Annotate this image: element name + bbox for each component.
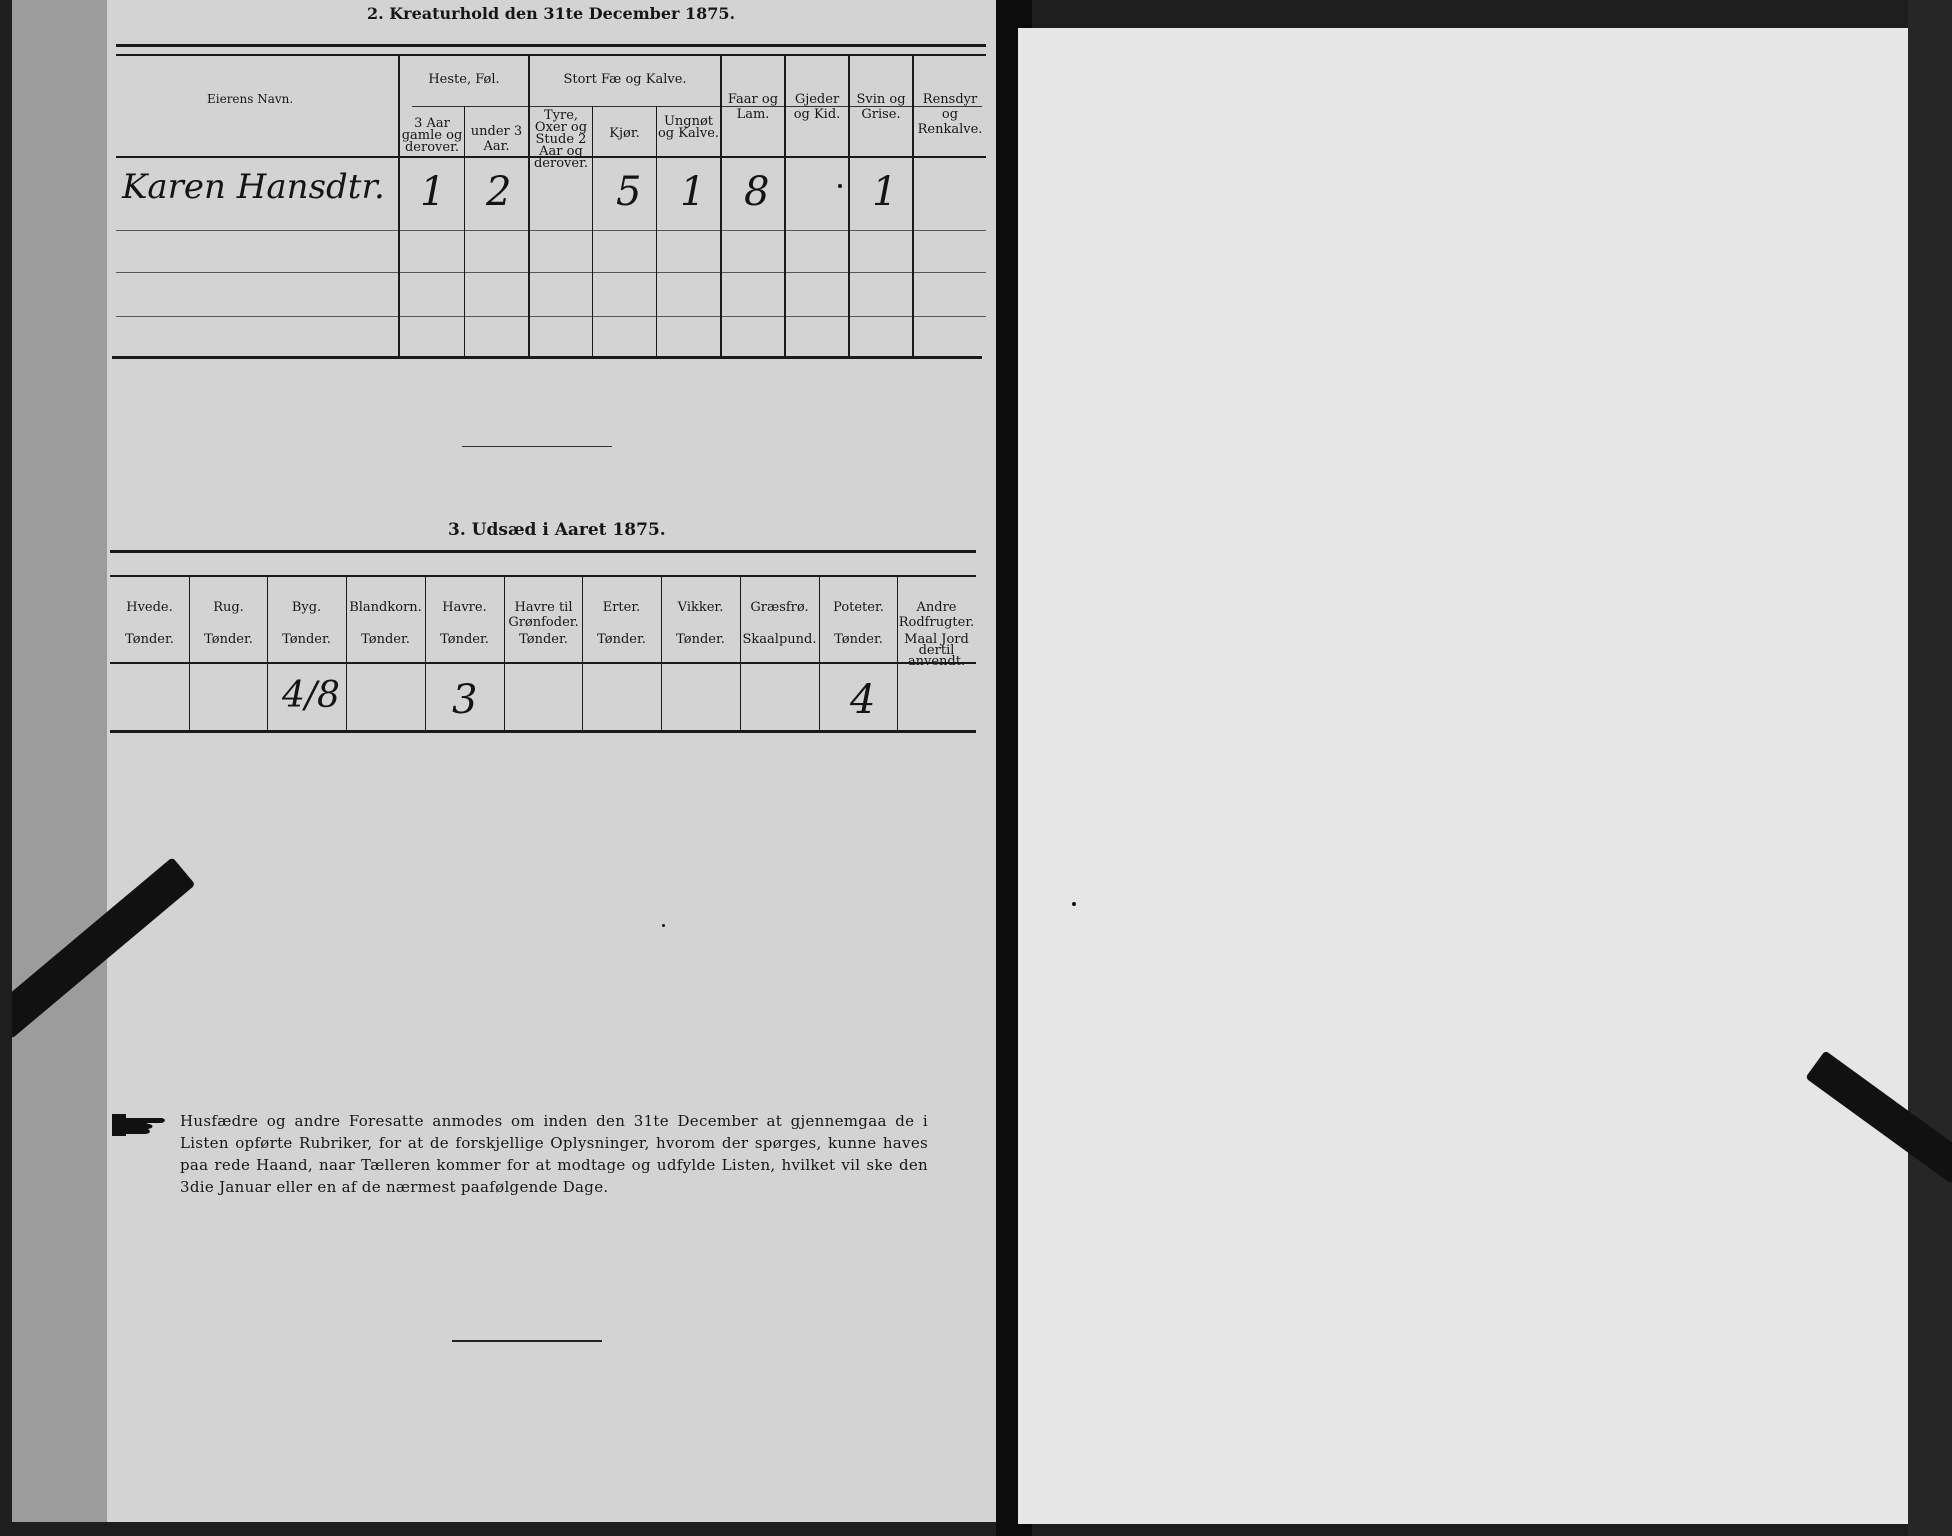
section3-title: 3. Udsæd i Aaret 1875. — [448, 520, 666, 540]
col-rule — [582, 575, 583, 732]
ink-dot — [838, 184, 842, 188]
left-page — [12, 0, 996, 1522]
sheep-header: Faar og Lam. — [727, 92, 779, 122]
havre-value: 3 — [452, 677, 478, 723]
col-rule — [740, 575, 741, 732]
udsaed-column-unit: Maal Jord dertil anvendt. — [904, 632, 969, 669]
pointing-hand-icon — [112, 1112, 170, 1138]
horses-header: Heste, Føl. — [428, 72, 500, 87]
udsaed-column-unit: Tønder. — [440, 632, 489, 647]
col-rule — [425, 575, 426, 732]
col-rule — [189, 575, 190, 732]
reindeer-header: Rensdyr og Renkalve. — [917, 92, 983, 137]
udsaed-column-unit: Tønder. — [519, 632, 568, 647]
udsaed-column-unit: Tønder. — [204, 632, 253, 647]
sheep-value: 8 — [744, 169, 770, 215]
udsaed-column-name: Byg. — [291, 600, 322, 615]
udsaed-column-name: Havre. — [442, 600, 487, 615]
col-rule — [267, 575, 268, 732]
udsaed-column-name: Hvede. — [126, 600, 173, 615]
rule — [110, 575, 976, 577]
udsaed-column-unit: Tønder. — [676, 632, 725, 647]
col-rule — [504, 575, 505, 732]
udsaed-column-name: Rug. — [213, 600, 244, 615]
col-rule — [346, 575, 347, 732]
cattle-header: Stort Fæ og Kalve. — [563, 72, 687, 87]
notice-text: Husfædre og andre Foresatte anmodes om inden den 31te December at gjennemgaa de i Listen opførte Rubriker, for at de forskjellige Oplysninger, hvorom der spørges, kunne haves paa rede Haand, naar Tælleren kommer for at modtage og udfylde Listen, hvilket vil ske den 3die Januar eller en af de nærmest paafølgende Dage. — [180, 1112, 928, 1196]
divider — [462, 446, 612, 447]
cattle-a-header: Tyre, Oxer og Stude 2 Aar og derover. — [533, 108, 588, 171]
byg-value: 4/8 — [282, 675, 340, 716]
horses-b-value: 2 — [486, 169, 512, 215]
section2-title: 2. Kreaturhold den 31te December 1875. — [367, 4, 736, 23]
col-rule — [592, 106, 593, 358]
horses-a-value: 1 — [420, 169, 446, 215]
col-rule — [656, 106, 657, 358]
ink-dot — [662, 924, 665, 927]
cattle-b-header: Kjør. — [609, 126, 640, 141]
udsaed-column-unit: Tønder. — [282, 632, 331, 647]
divider — [452, 1340, 602, 1342]
horses-a-header: 3 Aar gamle og derover. — [401, 116, 463, 155]
udsaed-column-unit: Tønder. — [125, 632, 174, 647]
ink-dot — [1072, 902, 1076, 906]
right-margin — [1908, 0, 1952, 1536]
udsaed-column-name: Havre til Grønfoder. — [508, 600, 579, 630]
cattle-c-header: Ungnøt og Kalve. — [657, 114, 720, 141]
udsaed-column-name: Vikker. — [677, 600, 724, 615]
pigs-header: Svin og Grise. — [856, 92, 906, 122]
bleed-through-margin — [12, 0, 107, 1522]
col-rule — [819, 575, 820, 732]
udsaed-column-name: Blandkorn. — [349, 600, 422, 615]
col-rule — [661, 575, 662, 732]
rule — [112, 356, 982, 359]
rule — [116, 230, 986, 231]
rule — [116, 44, 986, 47]
udsaed-column-name: Græsfrø. — [750, 600, 809, 615]
rule — [110, 550, 976, 553]
col-rule — [398, 56, 400, 358]
cattle-c-value: 1 — [680, 169, 706, 215]
goats-header: Gjeder og Kid. — [793, 92, 841, 122]
owner-name: Karen Hansdtr. — [122, 167, 385, 207]
owner-name-header: Eierens Navn. — [207, 92, 294, 106]
cattle-b-value: 5 — [616, 169, 642, 215]
rule — [116, 272, 986, 273]
udsaed-column-name: Poteter. — [833, 600, 884, 615]
udsaed-column-unit: Tønder. — [597, 632, 646, 647]
udsaed-column-unit: Skaalpund. — [742, 632, 817, 647]
poteter-value: 4 — [850, 677, 876, 723]
udsaed-column-name: Andre Rodfrugter. — [898, 600, 975, 630]
udsaed-column-unit: Tønder. — [361, 632, 410, 647]
rule — [110, 662, 976, 664]
rule — [110, 730, 976, 733]
udsaed-column-name: Erter. — [602, 600, 641, 615]
col-rule — [528, 56, 530, 358]
udsaed-column-unit: Tønder. — [834, 632, 883, 647]
rule — [116, 316, 986, 317]
rule — [116, 54, 986, 56]
right-page-blank — [1018, 28, 1908, 1524]
pigs-value: 1 — [872, 169, 898, 215]
horses-b-header: under 3 Aar. — [470, 124, 523, 154]
